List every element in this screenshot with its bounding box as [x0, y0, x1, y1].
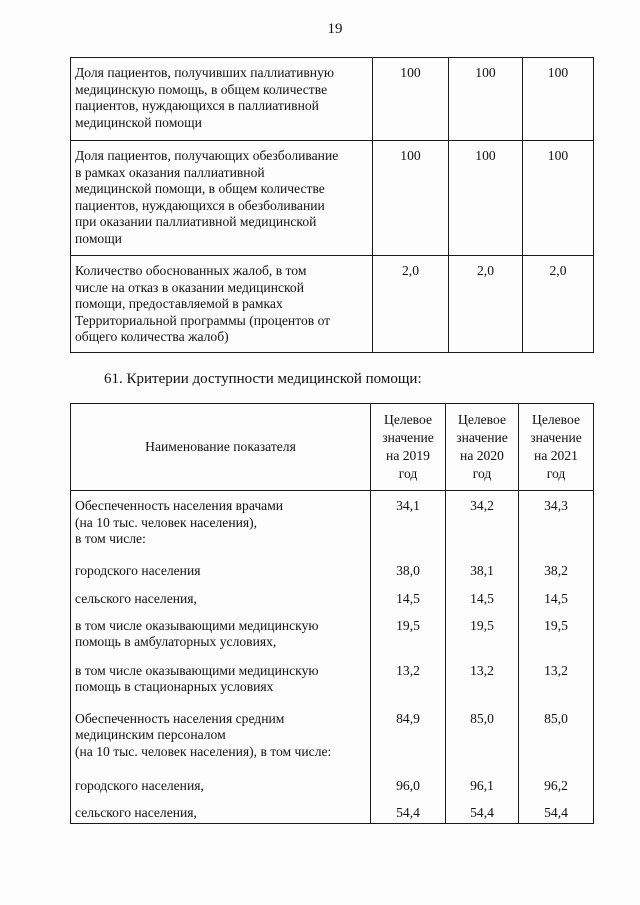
- value-2019: 2,0: [373, 256, 449, 353]
- indicator-name: Количество обоснованных жалоб, в том числе на отказ в оказании медицинской помощи, предоставляемой в рамках Территориальной программы (процентов от общего количества жалоб): [71, 256, 373, 353]
- table-row: [71, 556, 594, 584]
- table-header-row: [71, 404, 594, 491]
- value-2019: 100: [373, 141, 449, 256]
- value-2019: 13,2: [371, 656, 446, 704]
- table-row: [71, 584, 594, 611]
- value-2021: 85,0: [519, 704, 594, 771]
- table-row: [71, 656, 594, 704]
- value-2019: 38,0: [371, 556, 446, 584]
- column-header-2021: Целевое значение на 2021 год: [519, 404, 594, 491]
- value-2020: 2,0: [449, 256, 523, 353]
- value-2021: 34,3: [519, 491, 594, 556]
- value-2020: 13,2: [446, 656, 519, 704]
- indicator-name: сельского населения,: [71, 584, 371, 611]
- value-2021: 100: [523, 141, 594, 256]
- value-2021: 38,2: [519, 556, 594, 584]
- accessibility-criteria-table: [70, 403, 594, 824]
- table-row: [71, 256, 594, 353]
- value-2021: 13,2: [519, 656, 594, 704]
- indicator-name: в том числе оказывающими медицинскую помощь в амбулаторных условиях,: [71, 611, 371, 656]
- indicator-name: городского населения: [71, 556, 371, 584]
- value-2019: 54,4: [371, 798, 446, 824]
- table-row: [71, 611, 594, 656]
- value-2021: 2,0: [523, 256, 594, 353]
- value-2019: 84,9: [371, 704, 446, 771]
- value-2020: 100: [449, 141, 523, 256]
- column-header-indicator: Наименование показателя: [71, 404, 371, 491]
- table-row: [71, 771, 594, 798]
- palliative-care-indicators-table: [70, 57, 594, 353]
- value-2021: 54,4: [519, 798, 594, 824]
- value-2020: 100: [449, 58, 523, 141]
- table-row: [71, 58, 594, 141]
- column-header-2019: Целевое значение на 2019 год: [371, 404, 446, 491]
- table-row: [71, 491, 594, 556]
- indicator-name: Доля пациентов, получающих обезболивание в рамках оказания паллиативной медицинской помощи, в общем количестве пациентов, нуждающихся в обезболивании при оказании паллиативной медицинской помощи: [71, 141, 373, 256]
- value-2020: 54,4: [446, 798, 519, 824]
- indicator-name: Доля пациентов, получивших паллиативную медицинскую помощь, в общем количестве пациентов, нуждающихся в паллиативной медицинской помощи: [71, 58, 373, 141]
- page-number: 19: [327, 21, 343, 37]
- indicator-name: городского населения,: [71, 771, 371, 798]
- value-2020: 14,5: [446, 584, 519, 611]
- value-2021: 14,5: [519, 584, 594, 611]
- value-2020: 38,1: [446, 556, 519, 584]
- value-2019: 96,0: [371, 771, 446, 798]
- indicator-name: Обеспеченность населения врачами (на 10 тыс. человек населения), в том числе:: [71, 491, 371, 556]
- table-row: [71, 704, 594, 771]
- value-2019: 34,1: [371, 491, 446, 556]
- value-2019: 14,5: [371, 584, 446, 611]
- value-2021: 96,2: [519, 771, 594, 798]
- value-2021: 19,5: [519, 611, 594, 656]
- section-heading: 61. Критерии доступности медицинской помощи:: [104, 371, 422, 387]
- column-header-2020: Целевое значение на 2020 год: [446, 404, 519, 491]
- value-2020: 96,1: [446, 771, 519, 798]
- value-2020: 19,5: [446, 611, 519, 656]
- value-2020: 34,2: [446, 491, 519, 556]
- value-2020: 85,0: [446, 704, 519, 771]
- value-2019: 100: [373, 58, 449, 141]
- table-row: [71, 798, 594, 824]
- indicator-name: сельского населения,: [71, 798, 371, 824]
- indicator-name: Обеспеченность населения средним медицинским персоналом (на 10 тыс. человек населения), в том числе:: [71, 704, 371, 771]
- table-row: [71, 141, 594, 256]
- indicator-name: в том числе оказывающими медицинскую помощь в стационарных условиях: [71, 656, 371, 704]
- value-2019: 19,5: [371, 611, 446, 656]
- value-2021: 100: [523, 58, 594, 141]
